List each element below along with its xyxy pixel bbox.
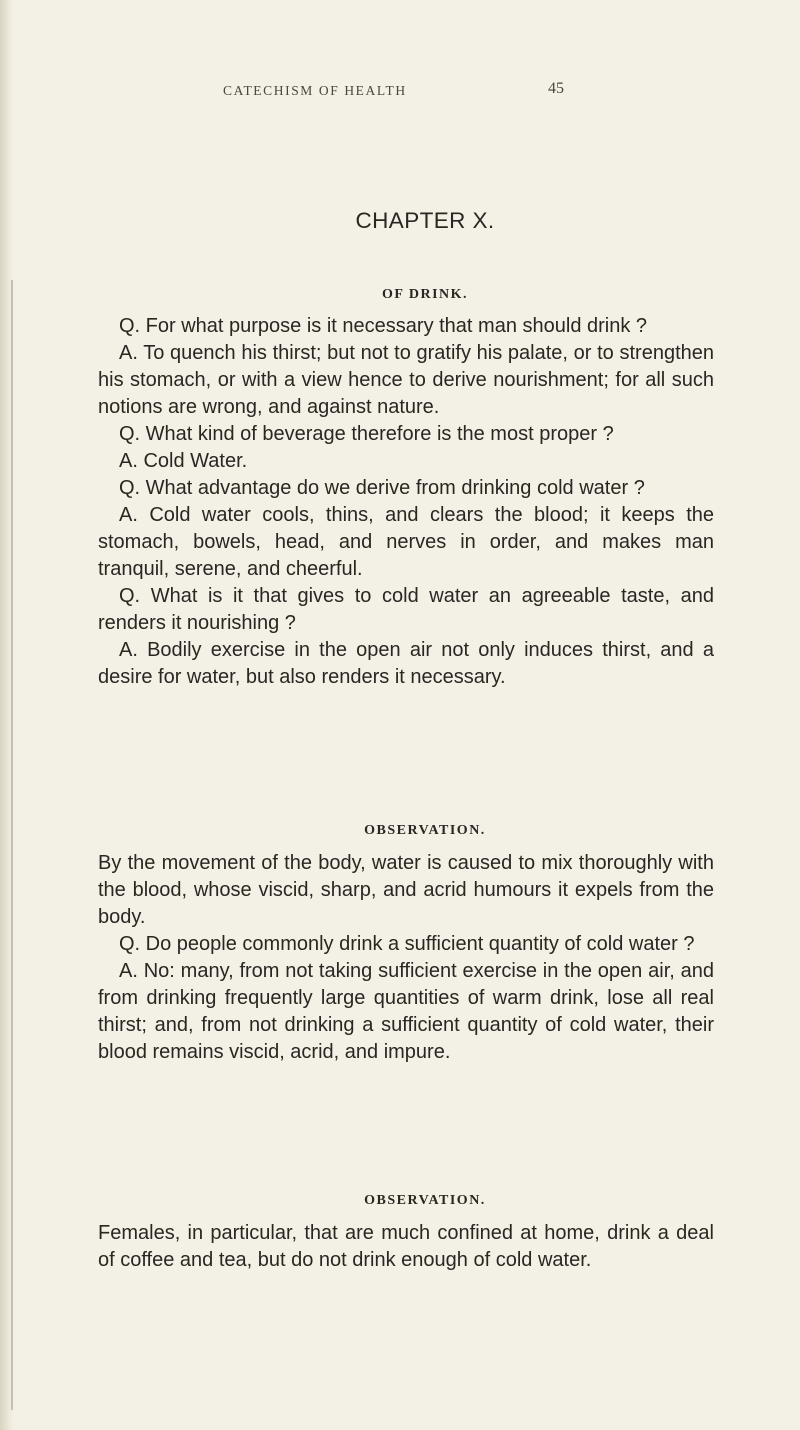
question-paragraph: Q. What is it that gives to cold water an agreeable taste, and renders it nourishing ? bbox=[98, 585, 714, 634]
chapter-title: CHAPTER X. bbox=[355, 208, 495, 233]
observation-body-2 bbox=[98, 1220, 714, 1274]
chapter-subtitle: OF DRINK. bbox=[381, 287, 469, 302]
observation-paragraph: Females, in particular, that are much confined at home, drink a deal of coffee and tea, but do not drink enough of cold water. bbox=[98, 1222, 714, 1271]
page-number: 45 bbox=[548, 80, 564, 97]
observation-body bbox=[98, 850, 714, 1066]
question-paragraph: Q. For what purpose is it necessary that man should drink ? bbox=[119, 315, 648, 337]
question-paragraph: Q. What advantage do we derive from drinking cold water ? bbox=[119, 477, 645, 499]
question-paragraph: Q. Do people commonly drink a sufficient quantity of cold water ? bbox=[119, 933, 695, 955]
answer-paragraph: A. Cold water cools, thins, and clears the blood; it keeps the stomach, bowels, head, and nerves in order, and makes man tranquil, serene, and cheerful. bbox=[98, 504, 714, 580]
section-body bbox=[98, 313, 714, 691]
observation-paragraph: By the movement of the body, water is caused to mix thoroughly with the blood, whose viscid, sharp, and acrid humours it expels from the body. bbox=[98, 852, 714, 928]
binding-edge bbox=[11, 280, 13, 1410]
answer-paragraph: A. No: many, from not taking sufficient exercise in the open air, and from drinking frequently large quantities of warm drink, lose all real thirst; and, from not drinking a sufficient quantity of cold water, their blood remains viscid, acrid, and impure. bbox=[98, 960, 714, 1063]
answer-paragraph: A. Cold Water. bbox=[119, 450, 248, 472]
answer-paragraph: A. Bodily exercise in the open air not only induces thirst, and a desire for water, but also renders it necessary. bbox=[98, 639, 714, 688]
answer-paragraph: A. To quench his thirst; but not to gratify his palate, or to strengthen his stomach, or with a view hence to derive nourishment; for all such notions are wrong, and against nature. bbox=[98, 342, 714, 418]
question-paragraph: Q. What kind of beverage therefore is the most proper ? bbox=[119, 423, 614, 445]
running-head: CATECHISM OF HEALTH bbox=[223, 83, 407, 98]
observation-heading-2: OBSERVATION. bbox=[364, 1193, 486, 1208]
observation-heading: OBSERVATION. bbox=[364, 823, 486, 838]
